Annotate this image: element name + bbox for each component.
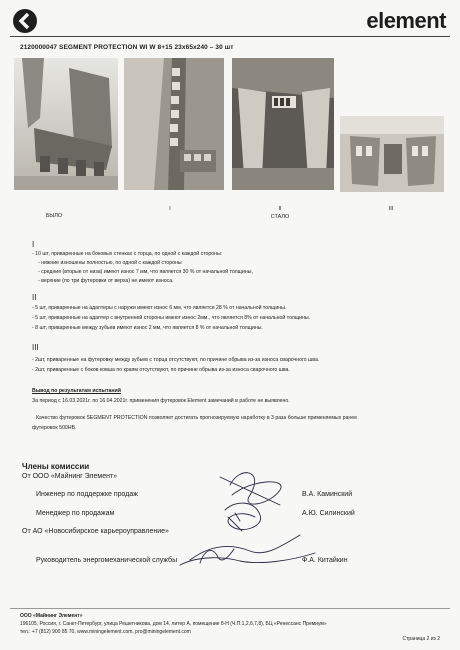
commission-name-3: Ф.А. Китайкин [302, 557, 348, 564]
caption-stalo: СТАЛО [270, 214, 290, 220]
section-ii-line: - 5 шт, приваренные на адаптер с внутренней стороны имеют износ 2мм., что является 8% от начальной толщины. [32, 315, 311, 321]
conclusion-line: футеровок 500HB. [32, 425, 77, 431]
commission-org-1: От ООО «Майнинг Элемент» [22, 473, 118, 480]
caption-ii: II [278, 206, 282, 212]
photo-iii [340, 116, 444, 192]
commission-name-2: А.Ю. Силинский [302, 510, 355, 517]
commission-role-3: Руководитель энергомеханической службы [36, 557, 178, 564]
commission-role-1: Инженер по поддержке продаж [36, 491, 138, 498]
photo-before [14, 58, 118, 190]
section-i-line: - средние (вторые от низа) имеют износ 7 мм, что является 30 % от начальной толщины, [38, 269, 253, 275]
commission-name-1: В.А. Каминский [302, 491, 353, 498]
section-i-line: - верхние (по три футеровки от верха) не имеют износа. [38, 278, 174, 284]
doc-title: 2120000047 SEGMENT PROTECTION WI W 8+15 23x65x240 – 30 шт [20, 44, 234, 51]
commission-org-2: От АО «Новосибирское карьероуправление» [22, 528, 169, 535]
section-iii-line: - 2шт, приваренные с боков ковша по краям отсутствуют, по причине обрыва из-за износа сварочного шва. [32, 367, 290, 373]
conclusion-line: Качество футеровок SEGMENT PROTECTION позволяет достигать прогнозируемую наработку в 3 раза больше применяемых ранее [36, 415, 358, 421]
handwritten-signatures [170, 465, 320, 575]
section-ii-number: II [32, 293, 37, 302]
footer-rule [10, 608, 450, 609]
section-i-number: I [32, 240, 35, 249]
caption-before: БЫЛО [45, 213, 63, 219]
section-iii-line: - 2шт, приваренные на футеровку между зубьев с торца отсутствуют, по причине обрыва из-за износа сварочного шва. [32, 357, 320, 363]
photo-i [124, 58, 224, 190]
commission-heading: Члены комиссии [22, 462, 90, 471]
footer-contacts: тел.: +7 (812) 900 85 70, www.miningelement.com, pro@miningelement.com [20, 629, 191, 635]
footer-company: ООО «Майнинг Элемент» [20, 613, 83, 619]
footer-address: 196105, Россия, г. Санкт-Петербург, улица Решетникова, дом 14, литер А, помещение 8-Н (Ч.П.1,2,6,7,8), БЦ «Ренессанс Премиум» [20, 621, 327, 627]
caption-i: I [169, 206, 171, 212]
section-ii-line: - 8 шт, приваренные между зубьев имеют износ 2 мм, что является 8 % от начальной толщины. [32, 325, 263, 331]
section-i-line: - нижние изношены полностью, по одной с каждой стороны [38, 260, 182, 266]
section-i-line: - 10 шт, приваренные на боковых стенках с торца, по одной с каждой стороны: [32, 251, 223, 257]
section-iii-number: III [32, 343, 39, 352]
brand-wordmark: element [366, 8, 446, 33]
caption-iii: III [388, 206, 394, 212]
conclusion-heading: Вывод по результатам испытаний [32, 388, 121, 394]
section-ii-line: - 5 шт, приваренные на адаптеры с наружи имеют износ 6 мм, что является 28 % от начальной толщины. [32, 305, 287, 311]
commission-role-2: Менеджер по продажам [36, 510, 115, 517]
company-logo-icon [12, 8, 38, 34]
page-number: Страница 2 из 2 [402, 636, 440, 642]
photo-ii [232, 58, 334, 190]
header-rule [10, 36, 450, 37]
conclusion-line: За период с 16.03.2021г. по 16.04.2021г. применения футеровок Element замечаний в работе не выявлено. [32, 398, 290, 404]
